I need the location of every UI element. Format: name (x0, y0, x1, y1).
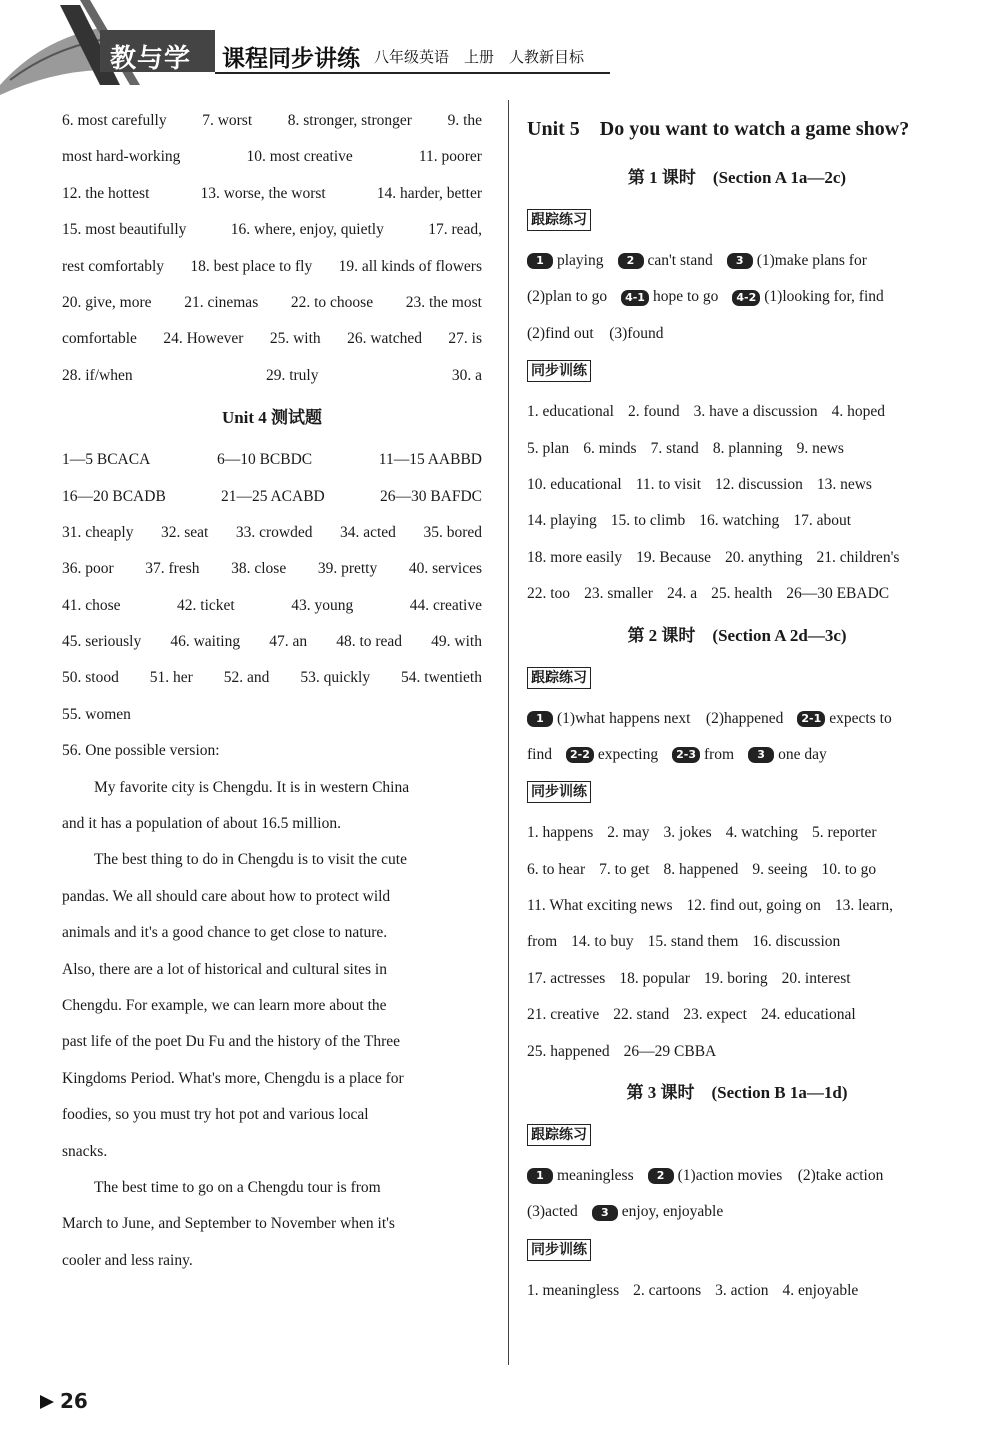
answer-item: (1)action movies (2)take action (677, 1167, 884, 1185)
answer-item: 44. creative (409, 596, 482, 614)
answer-item: 19. all kinds of flowers (338, 257, 482, 275)
lesson-2-sync-answers (527, 815, 947, 1070)
lesson-3-sync-answers (527, 1273, 947, 1309)
question-number-badge: 1 (527, 711, 553, 727)
answer-item: 40. services (408, 560, 482, 578)
answer-line (62, 249, 482, 285)
answer-line (62, 733, 482, 769)
lesson-1-title: 第 1 课时 (Section A 1a—2c) (627, 168, 847, 187)
answer-line (527, 467, 947, 503)
answer-item: 25. happened (527, 1042, 610, 1060)
answer-item: 10. most creative (246, 148, 353, 166)
answer-item: 7. worst (202, 112, 253, 129)
answer-item: 2. cartoons (633, 1281, 702, 1299)
answer-item: (2)find out (3)found (527, 324, 664, 342)
answer-item: 19. Because (636, 548, 712, 566)
answer-line (62, 139, 482, 175)
question-number-badge: 4-1 (621, 290, 649, 306)
answer-item: 13. worse, the worst (200, 184, 326, 202)
answer-item: (1)what happens next (2)happened (557, 709, 784, 727)
answer-item: 13. news (816, 475, 872, 493)
answer-item: 21. children's (816, 548, 900, 566)
book-subtitle: 八年级英语 上册 人教新目标 (374, 48, 585, 66)
arrow-icon (40, 1395, 54, 1409)
essay-line: Also, there are a lot of historical and cultural sites in (62, 960, 387, 978)
answer-item: 12. find out, going on (686, 897, 821, 915)
answer-item: 54. twentieth (401, 669, 482, 687)
tag-track: 跟踪练习 (527, 1124, 591, 1146)
answer-item: 41. chose (62, 596, 121, 614)
answer-item: comfortable (62, 330, 137, 348)
answer-item: 22. stand (613, 1006, 670, 1024)
answer-item: 20. give, more (62, 293, 152, 311)
question-number-badge: 2 (648, 1168, 674, 1184)
tag-sync: 同步训练 (527, 1239, 591, 1261)
answer-item: 3. action (715, 1281, 769, 1299)
essay-line: The best time to go on a Chengdu tour is from (94, 1178, 381, 1196)
answer-item: 20. interest (781, 969, 851, 987)
answer-line (62, 103, 482, 139)
answer-item: hope to go (652, 288, 719, 306)
essay-line: My favorite city is Chengdu. It is in western China (94, 778, 410, 796)
essay-line: Kingdoms Period. What's more, Chengdu is a place for (62, 1069, 404, 1087)
answer-item: 16—20 BCADB (62, 487, 166, 505)
answer-line (527, 815, 947, 851)
question-number-badge: 3 (592, 1205, 618, 1221)
answer-line (62, 660, 482, 696)
answer-item: 4. enjoyable (782, 1281, 859, 1299)
answer-item: 52. and (223, 669, 270, 687)
answer-item: enjoy, enjoyable (621, 1203, 724, 1221)
answer-item: 24. educational (760, 1006, 856, 1024)
answer-item: 33. crowded (235, 523, 313, 541)
answer-item: rest comfortably (62, 257, 165, 275)
answer-item: 6. to hear (527, 860, 586, 878)
answer-item: 22. too (527, 585, 571, 603)
answer-item: 9. the (447, 112, 482, 129)
answer-item: 16. discussion (752, 933, 841, 951)
answer-item: 1. educational (527, 403, 614, 421)
unit4-test-answers (62, 442, 482, 770)
answer-item: playing (557, 252, 604, 269)
answer-item: 26—30 BAFDC (379, 487, 482, 505)
answer-item: 2. may (607, 824, 650, 842)
answer-item: 6. most carefully (62, 112, 167, 129)
answer-line (62, 358, 482, 394)
answer-item: 15. most beautifully (62, 221, 187, 239)
answer-item: 23. the most (405, 293, 482, 311)
page-header (0, 0, 1000, 95)
answer-item: from (527, 933, 558, 951)
answer-line (62, 624, 482, 660)
answer-item: 6. minds (583, 439, 637, 457)
essay-line: March to June, and September to November when it's (62, 1215, 395, 1233)
answer-item: 6—10 BCBDC (216, 451, 313, 469)
answer-item: 18. best place to fly (190, 257, 313, 275)
lesson-3-track-answers (527, 1158, 947, 1231)
answer-line (62, 515, 482, 551)
lesson-1-track-answers (527, 243, 947, 352)
answer-item: 30. a (451, 366, 482, 384)
answer-item: 21—25 ACABD (220, 487, 325, 505)
answer-item: 10. educational (527, 475, 622, 493)
left-column (62, 103, 482, 1279)
answer-item: 36. poor (62, 560, 114, 578)
tag-track: 跟踪练习 (527, 209, 591, 231)
answer-item: most hard-working (62, 148, 181, 166)
answer-item: 3. jokes (663, 824, 712, 842)
answer-item: (1)make plans for (756, 252, 867, 269)
right-column (527, 103, 947, 1309)
answer-item: expects to (829, 709, 892, 727)
answer-line (527, 243, 947, 279)
answer-line (527, 1273, 947, 1309)
answer-line (527, 1158, 947, 1194)
essay-line: snacks. (62, 1142, 108, 1160)
answer-line (527, 1194, 947, 1230)
essay-line: The best thing to do in Chengdu is to visit the cute (94, 851, 407, 869)
answer-item: 31. cheaply (62, 523, 134, 541)
answer-item: 4. watching (725, 824, 799, 842)
answer-item: 21. cinemas (184, 293, 259, 311)
answer-item: 26—29 CBBA (623, 1042, 717, 1060)
answer-item: 14. harder, better (376, 184, 482, 202)
tag-sync: 同步训练 (527, 781, 591, 803)
essay-line: cooler and less rainy. (62, 1251, 193, 1269)
answer-item: 24. However (163, 330, 244, 348)
lesson-2-track-answers (527, 701, 947, 774)
answer-line (62, 321, 482, 357)
answer-line (62, 551, 482, 587)
answer-item: 28. if/when (62, 366, 133, 384)
answer-item: 51. her (149, 669, 193, 687)
answer-item: 26—30 EBADC (786, 585, 890, 603)
answer-item: 14. to buy (571, 933, 634, 951)
essay-line: past life of the poet Du Fu and the history of the Three (62, 1033, 401, 1051)
answer-item: 8. planning (712, 439, 783, 457)
answer-item: 39. pretty (317, 560, 378, 578)
answer-item: (2)plan to go (527, 288, 608, 306)
answer-item: 27. is (448, 330, 482, 348)
answer-item: 21. creative (527, 1006, 600, 1024)
question-number-badge: 2-3 (672, 747, 700, 763)
answer-line (527, 316, 947, 352)
question-number-badge: 2-1 (797, 711, 825, 727)
answer-item: 37. fresh (145, 560, 200, 578)
answer-item: 22. to choose (290, 293, 374, 311)
answer-item: 25. health (711, 585, 773, 603)
essay-line: foodies, so you must try hot pot and various local (62, 1106, 369, 1124)
answer-item: 18. popular (619, 969, 690, 987)
answer-line (527, 737, 947, 773)
answer-item: 32. seat (160, 523, 209, 541)
answer-item: 16. where, enjoy, quietly (230, 221, 384, 239)
essay-line: animals and it's a good chance to get close to nature. (62, 924, 388, 942)
answer-item: one day (778, 745, 827, 763)
tag-sync: 同步训练 (527, 360, 591, 382)
answer-line (527, 1034, 947, 1070)
answer-line (62, 285, 482, 321)
essay-line: pandas. We all should care about how to protect wild (62, 887, 391, 905)
question-number-badge: 3 (727, 253, 753, 269)
answer-item: 13. learn, (834, 897, 893, 915)
answer-item: 25. with (269, 330, 321, 348)
answer-item: 17. read, (428, 221, 482, 239)
answer-item: 48. to read (336, 633, 403, 651)
answer-item: 35. bored (423, 523, 482, 541)
answer-item: 7. stand (650, 439, 699, 457)
answer-item: 17. about (793, 512, 851, 530)
question-number-badge: 4-2 (732, 290, 760, 306)
answer-item: 1. meaningless (527, 1281, 620, 1299)
answer-item: 15. to climb (610, 512, 686, 530)
answer-item: 23. smaller (584, 585, 653, 603)
answer-item: 12. the hottest (62, 184, 150, 202)
answer-line (527, 431, 947, 467)
answer-item: 20. anything (725, 548, 803, 566)
answer-item: 50. stood (62, 669, 119, 687)
answer-line (527, 701, 947, 737)
question-number-badge: 2 (618, 253, 644, 269)
answer-line (527, 394, 947, 430)
answer-item: 53. quickly (300, 669, 371, 687)
answer-line (527, 279, 947, 315)
essay-line: and it has a population of about 16.5 million. (62, 815, 341, 833)
page-number: 26 (60, 1389, 88, 1413)
answer-item: 55. women (62, 705, 131, 723)
answer-line (62, 176, 482, 212)
answer-line (527, 961, 947, 997)
answer-item: 56. One possible version: (62, 742, 220, 760)
answer-item: 1. happens (527, 824, 594, 842)
answer-item: 9. news (796, 439, 844, 457)
answer-item: 49. with (431, 633, 482, 651)
lesson-3-title: 第 3 课时 (Section B 1a—1d) (626, 1083, 848, 1103)
question-number-badge: 1 (527, 1168, 553, 1184)
answer-item: 5. reporter (812, 824, 877, 842)
question-number-badge: 1 (527, 253, 553, 269)
answer-item: 14. playing (527, 512, 597, 530)
answer-item: 7. to get (599, 860, 650, 878)
answer-line (527, 852, 947, 888)
answer-item: find (527, 745, 552, 763)
answer-item: 11. to visit (635, 475, 702, 493)
answer-item: can't stand (647, 252, 713, 269)
answer-line (62, 479, 482, 515)
answer-item: 10. to go (821, 860, 877, 878)
column-divider (508, 100, 509, 1365)
answer-item: 17. actresses (527, 969, 606, 987)
answer-item: 9. seeing (752, 860, 808, 878)
answer-item: 8. happened (663, 860, 739, 878)
essay (62, 770, 482, 1279)
answer-line (62, 442, 482, 478)
answer-item: 11. poorer (418, 148, 482, 166)
answer-item: 42. ticket (177, 596, 235, 614)
question-number-badge: 3 (748, 747, 774, 763)
answer-item: 43. young (291, 596, 354, 614)
book-title: 课程同步讲练 (222, 46, 360, 72)
answer-line (527, 888, 947, 924)
answer-line (62, 212, 482, 248)
answer-line (527, 997, 947, 1033)
answer-item: 47. an (269, 633, 308, 651)
answer-item: 19. boring (703, 969, 768, 987)
essay-line: Chengdu. For example, we can learn more about the (62, 996, 387, 1014)
answer-item: 46. waiting (170, 633, 241, 651)
answer-item: 29. truly (265, 366, 319, 384)
answer-item: 45. seriously (62, 633, 142, 651)
unit-title: Unit 5 Do you want to watch a game show? (527, 118, 910, 140)
answer-item: 38. close (231, 560, 287, 578)
answer-item: 5. plan (527, 439, 570, 457)
answer-item: 26. watched (347, 330, 422, 348)
answer-line (62, 588, 482, 624)
answer-item: (1)looking for, find (764, 288, 884, 306)
header-rule (215, 72, 610, 74)
logo-text: 教与学 (110, 44, 192, 74)
answer-line (527, 576, 947, 612)
answer-item: 16. watching (699, 512, 780, 530)
answer-line (527, 503, 947, 539)
unit4-answers (62, 103, 482, 394)
answer-item: 34. acted (339, 523, 396, 541)
answer-item: 11. What exciting news (527, 897, 673, 915)
answer-item: 18. more easily (527, 548, 623, 566)
answer-item: 3. have a discussion (693, 403, 818, 421)
answer-item: 1—5 BCACA (62, 451, 151, 469)
test-title: Unit 4 测试题 (221, 408, 323, 428)
answer-item: expecting (597, 745, 659, 763)
lesson-1-sync-answers (527, 394, 947, 612)
answer-item: 11—15 AABBD (378, 451, 482, 469)
answer-item: 4. hoped (831, 403, 885, 421)
answer-line (62, 697, 482, 733)
answer-item: (3)acted (527, 1203, 578, 1221)
question-number-badge: 2-2 (566, 747, 594, 763)
tag-track: 跟踪练习 (527, 667, 591, 689)
answer-item: 15. stand them (647, 933, 739, 951)
lesson-2-title: 第 2 课时 (Section A 2d—3c) (627, 625, 847, 645)
answer-item: from (703, 745, 735, 763)
answer-item: 8. stronger, stronger (287, 112, 412, 129)
answer-item: meaningless (557, 1167, 634, 1185)
answer-item: 24. a (666, 585, 698, 603)
answer-item: 2. found (627, 403, 680, 421)
answer-line (527, 540, 947, 576)
answer-line (527, 924, 947, 960)
answer-item: 12. discussion (715, 475, 803, 493)
answer-item: 23. expect (683, 1006, 747, 1024)
